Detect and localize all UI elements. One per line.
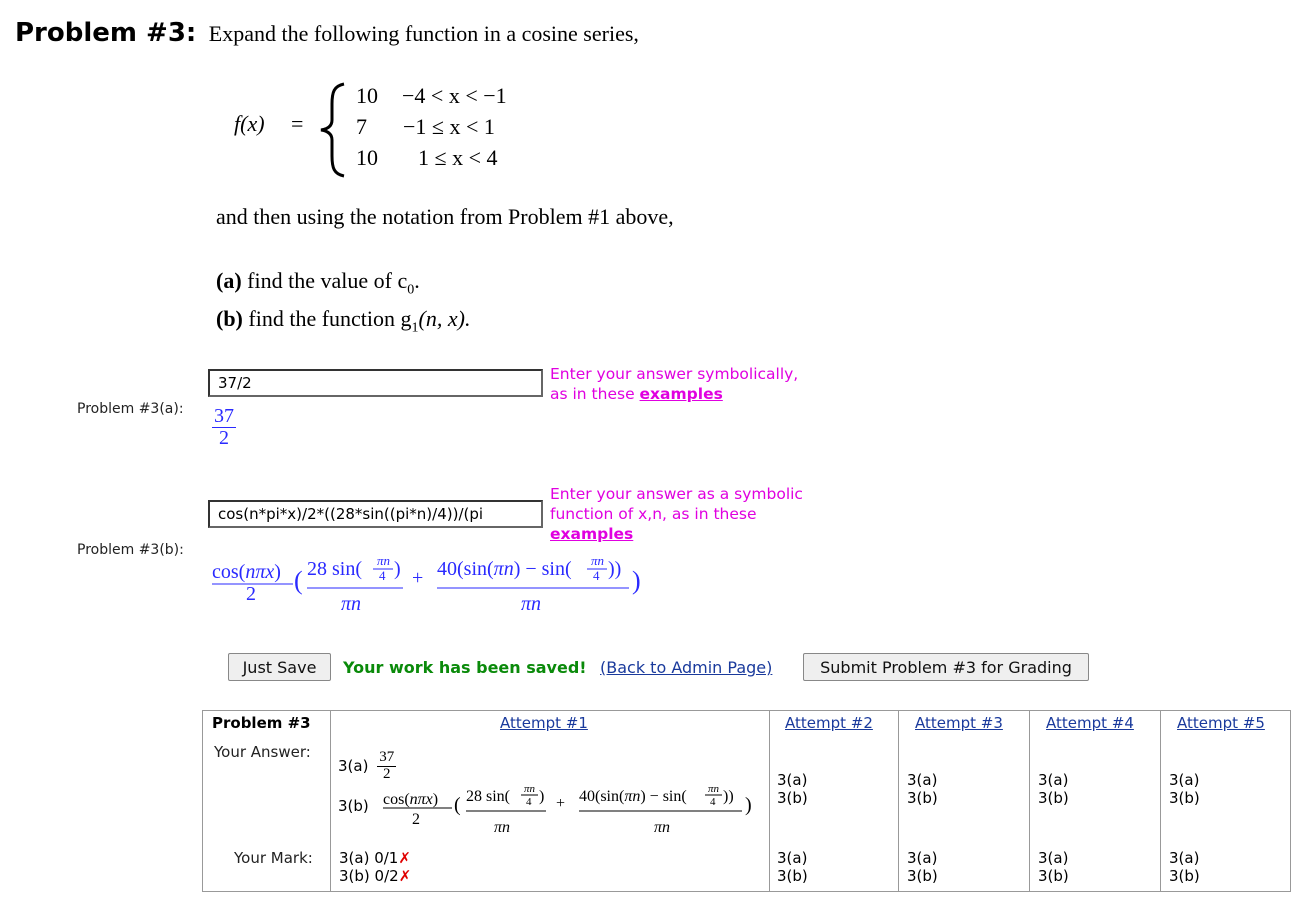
part-a-statement: (a) find the value of $c_0$. (216, 268, 420, 298)
svg-text:cos(nπx): cos(nπx) (212, 561, 281, 583)
piece-values (356, 80, 378, 173)
piece-conditions (402, 80, 507, 173)
svg-text:)): )) (723, 788, 734, 805)
svg-text:40(sin(πn) − sin(: 40(sin(πn) − sin( (579, 788, 687, 805)
attempt1-answer-a: 3(a) $\frac{37}{2}$ (338, 749, 395, 782)
attempt1-mark: 3(a) 0/1✗ 3(b) 0/2✗ (339, 849, 412, 885)
svg-text:+: + (556, 795, 566, 812)
your-mark-label: Your Mark: (234, 849, 313, 867)
answer-3a-input[interactable]: 37/2 (208, 369, 543, 397)
svg-text:πn: πn (341, 593, 362, 615)
svg-text:πn: πn (521, 593, 542, 615)
then-text: and then using the notation from Problem #1 above, (216, 204, 674, 229)
svg-text:(: ( (454, 794, 461, 816)
piece-value: 10 (356, 83, 378, 108)
svg-text:4: 4 (379, 568, 386, 583)
attempt-5-header[interactable]: Attempt #5 (1177, 714, 1265, 732)
answer-3b-input[interactable]: cos(n*pi*x)/2*((28*sin((pi*n)/4))/(pi (208, 500, 543, 528)
attempt2-mark: 3(a) 3(b) (777, 849, 808, 885)
svg-text:πn: πn (654, 819, 671, 836)
svg-text:πn: πn (377, 553, 391, 568)
examples-link[interactable]: examples (639, 385, 723, 403)
piece-condition: −1 ≤ x < 1 (403, 114, 495, 139)
svg-text:40(sin(πn) − sin(: 40(sin(πn) − sin( (437, 558, 572, 580)
piece-condition: 1 ≤ x < 4 (418, 145, 498, 170)
svg-text:4: 4 (593, 568, 600, 583)
svg-text:): ) (745, 794, 752, 816)
svg-text:2: 2 (246, 583, 256, 605)
attempt-1-header[interactable]: Attempt #1 (500, 714, 588, 732)
piece-value: 7 (356, 114, 367, 139)
svg-text:πn: πn (591, 553, 605, 568)
svg-text:πn: πn (708, 783, 720, 795)
svg-text:πn: πn (524, 783, 536, 795)
piece-value: 10 (356, 145, 378, 170)
answer-3b-preview (205, 548, 650, 618)
attempt4-mark: 3(a) 3(b) (1038, 849, 1069, 885)
answer-3a-hint: Enter your answer symbolically, as in these examples (550, 365, 799, 403)
attempt5-mark: 3(a) 3(b) (1169, 849, 1200, 885)
svg-text:cos(nπx): cos(nπx) (383, 791, 439, 808)
wrong-icon: ✗ (398, 867, 412, 885)
svg-text:+: + (412, 567, 424, 589)
attempt1-answer-b-prefix: 3(b) (338, 797, 369, 815)
svg-text:28 sin(: 28 sin( (466, 788, 510, 805)
svg-text:)): )) (608, 558, 622, 580)
attempt1-answer-b (380, 778, 770, 838)
svg-text:): ) (539, 788, 545, 805)
part-b-statement: (b) find the function $g_1(n$, x). (216, 306, 471, 336)
problem-3a-label: Problem #3(a): (77, 401, 184, 417)
examples-link[interactable]: examples (550, 525, 634, 543)
svg-text:4: 4 (710, 796, 716, 808)
your-answer-label: Your Answer: (214, 743, 311, 761)
problem-heading: Problem #3: (15, 18, 197, 48)
attempt3-answer: 3(a) 3(b) (907, 771, 938, 807)
answer-3b-hint: Enter your answer as a symbolic function of x,n, as in these examples (550, 485, 803, 543)
submit-grading-button[interactable]: Submit Problem #3 for Grading (803, 653, 1089, 681)
svg-text:πn: πn (494, 819, 511, 836)
function-label: f(x) (234, 111, 265, 136)
back-to-admin-link[interactable]: (Back to Admin Page) (600, 658, 773, 677)
wrong-icon: ✗ (398, 849, 411, 867)
attempt3-mark: 3(a) 3(b) (907, 849, 938, 885)
attempt-3-header[interactable]: Attempt #3 (915, 714, 1003, 732)
attempt2-answer: 3(a) 3(b) (777, 771, 808, 807)
svg-text:): ) (394, 558, 401, 580)
piece-condition: −4 < x < −1 (402, 83, 507, 108)
problem-intro: Expand the following function in a cosine series, (208, 21, 639, 46)
svg-text:2: 2 (412, 811, 420, 828)
attempt-4-header[interactable]: Attempt #4 (1046, 714, 1134, 732)
svg-text:(: ( (294, 566, 303, 595)
just-save-button[interactable]: Just Save (228, 653, 331, 681)
attempt5-answer: 3(a) 3(b) (1169, 771, 1200, 807)
svg-text:): ) (632, 566, 641, 595)
left-brace (318, 82, 348, 178)
attempts-header-problem: Problem #3 (212, 714, 311, 732)
saved-message: Your work has been saved! (343, 658, 587, 677)
equals-sign: = (291, 111, 304, 136)
svg-text:28 sin(: 28 sin( (307, 558, 362, 580)
problem-3b-label: Problem #3(b): (77, 542, 184, 558)
problem-statement (15, 18, 639, 48)
answer-3a-preview: $\frac{37}{2}$ (214, 405, 234, 449)
svg-text:4: 4 (526, 796, 532, 808)
attempt-2-header[interactable]: Attempt #2 (785, 714, 873, 732)
attempt4-answer: 3(a) 3(b) (1038, 771, 1069, 807)
